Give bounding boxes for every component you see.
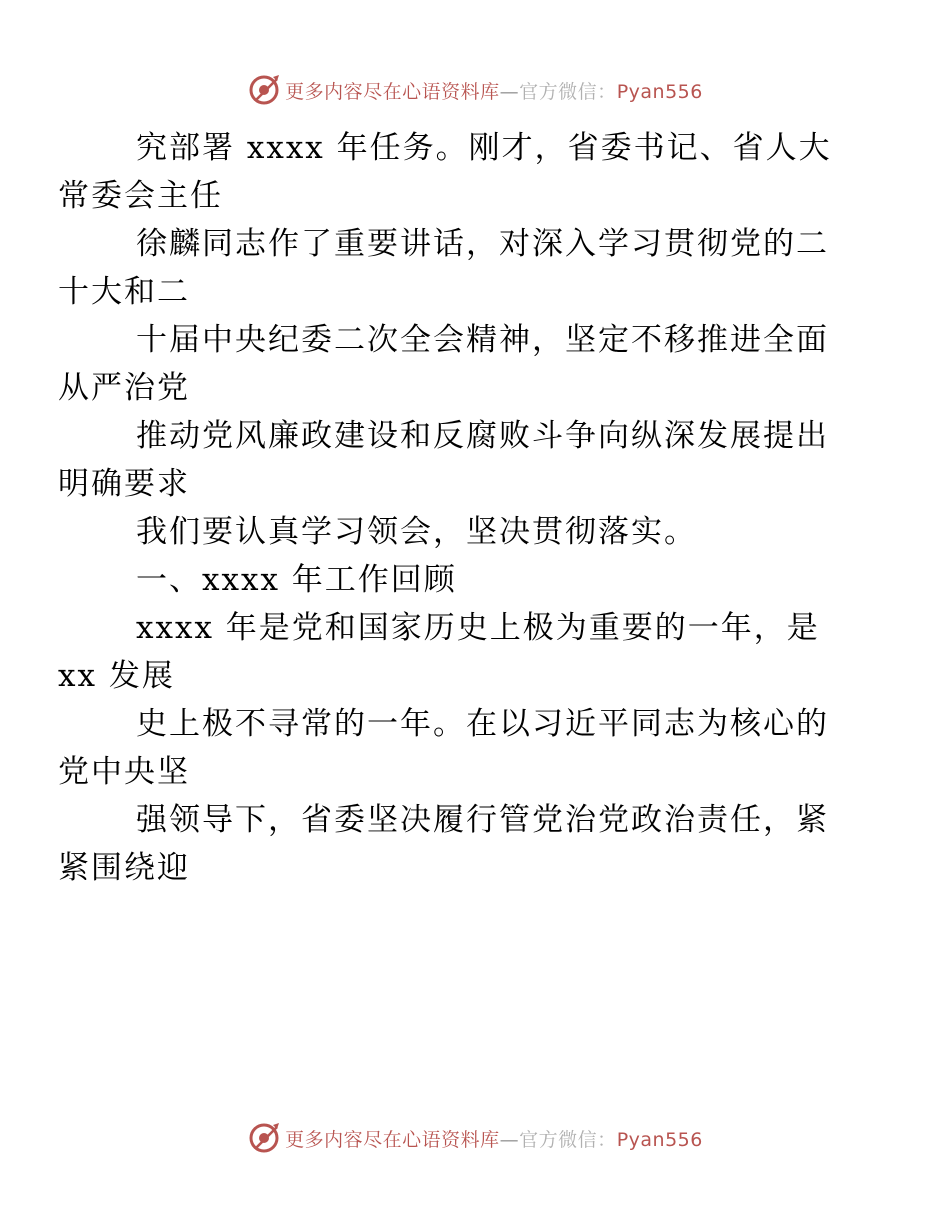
watermark-wechat-label: 官方微信： xyxy=(519,1128,617,1151)
brand-logo-icon xyxy=(247,73,281,107)
paragraph: 究部署 xxxx 年任务。刚才，省委书记、省人大 常委会主任 xyxy=(58,130,832,214)
paragraph: 强领导下，省委坚决履行管党治党政治责任，紧 紧围绕迎 xyxy=(58,802,829,886)
brand-logo-icon xyxy=(247,1121,281,1155)
document-body xyxy=(58,124,857,892)
paragraph: 我们要认真学习领会，坚决贯彻落实。 xyxy=(136,514,697,550)
paragraph: 徐麟同志作了重要讲话，对深入学习贯彻党的二 十大和二 xyxy=(58,226,829,310)
watermark-site: 更多内容尽在心语资料库 xyxy=(285,80,500,103)
watermark-dash: — xyxy=(499,80,520,103)
watermark-dash: — xyxy=(499,1128,520,1151)
paragraph: 史上极不寻常的一年。在以习近平同志为核心的 党中央坚 xyxy=(58,706,829,790)
section-heading: 一、xxxx 年工作回顾 xyxy=(136,562,457,598)
footer-watermark xyxy=(0,1118,950,1158)
header-watermark xyxy=(0,70,950,110)
watermark-site: 更多内容尽在心语资料库 xyxy=(285,1128,500,1151)
paragraph: 十届中央纪委二次全会精神，坚定不移推进全面 从严治党 xyxy=(58,322,829,406)
watermark-wechat-id: Pyan556 xyxy=(616,1128,703,1151)
watermark-wechat-label: 官方微信： xyxy=(519,80,617,103)
paragraph: 推动党风廉政建设和反腐败斗争向纵深发展提出 明确要求 xyxy=(58,418,829,502)
paragraph: xxxx 年是党和国家历史上极为重要的一年，是 xx 发展 xyxy=(58,610,820,694)
watermark-wechat-id: Pyan556 xyxy=(616,80,703,103)
